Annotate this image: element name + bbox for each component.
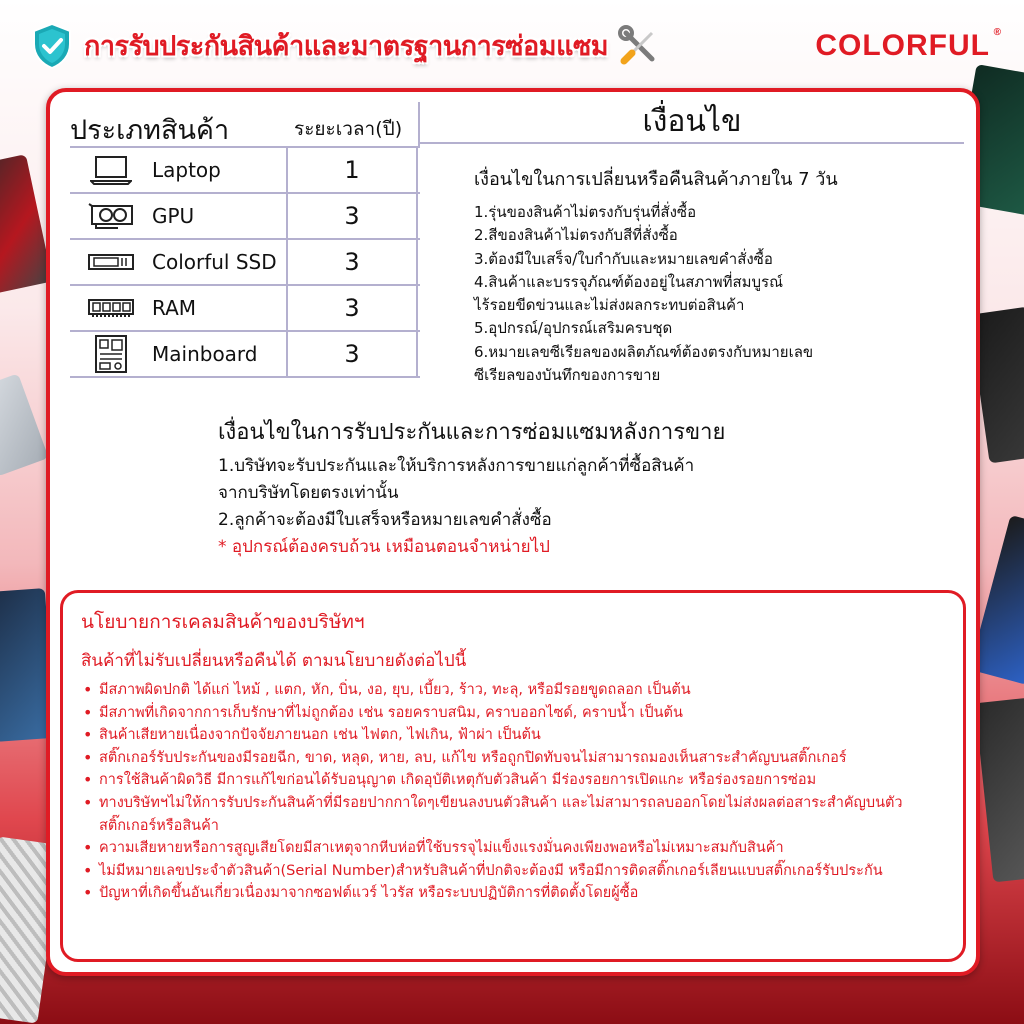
brand-name: COLORFUL [815,28,990,62]
policy-item: • สินค้าเสียหายเนื่องจากปัจจัยภายนอก เช่น ไฟตก, ไฟเกิน, ฟ้าผ่า เป็นต้น [81,724,945,747]
warranty-years: 3 [286,240,418,284]
warranty-years: 3 [286,286,418,330]
policy-item: • ทางบริษัทฯไม่ให้การรับประกันสินค้าที่มีรอยปากกาใดๆเขียนลงบนตัวสินค้า และไม่สามารถลบออกโดยไม่ส่งผลต่อสาระสำคัญบนตัวสติ๊กเกอร์หรือสินค้า [81,792,945,837]
shield-check-icon [30,22,74,70]
table-row [70,194,420,240]
policy-item: • มีสภาพที่เกิดจากการเก็บรักษาที่ไม่ถูกต้อง เช่น รอยคราบสนิม, คราบออกไซด์, คราบน้ำ เป็นต้น [81,702,945,725]
product-name: Laptop [152,158,221,182]
claim-policy-box [60,590,966,962]
product-name: GPU [152,204,195,228]
table-row [70,148,420,194]
warranty-years: 3 [286,194,418,238]
table-row [70,286,420,332]
return-conditions-title: เงื่อนไขในการเปลี่ยนหรือคืนสินค้าภายใน 7 วัน [474,169,838,190]
gpu-product-image [975,698,1024,883]
condition-line: 3.ต้องมีใบเสร็จ/ใบกำกับและหมายเลขคำสั่งซื้อ [474,249,773,268]
table-row [70,332,420,378]
ssd-icon [88,252,134,272]
condition-line: 1.รุ่นของสินค้าไม่ตรงกับรุ่นที่สั่งซื้อ [474,203,697,221]
policy-item: • ความเสียหายหรือการสูญเสียโดยมีสาเหตุจากหีบห่อที่ใช้บรรจุไม่แข็งแรงมั่นคงเพียงพอหรือไม่เหมาะสมกับสินค้า [81,837,945,860]
after-sales-title: เงื่อนไขในการรับประกันและการซ่อมแซมหลังการขาย [218,420,726,445]
table-row [70,240,420,286]
mainboard-icon [94,334,128,374]
policy-subtitle: สินค้าที่ไม่รับเปลี่ยนหรือคืนได้ ตามนโยบายดังต่อไปนี้ [81,651,467,671]
warranty-years: 3 [286,332,418,376]
header [30,18,1004,73]
condition-line: 2.สีของสินค้าไม่ตรงกับสีที่สั่งซื้อ [474,226,678,245]
table-header [70,102,420,148]
ram-icon [88,297,134,319]
after-sales-line: จากบริษัทโดยตรงเท่านั้น [218,483,399,503]
warranty-card [46,88,980,976]
policy-title: นโยบายการเคลมสินค้าของบริษัทฯ [81,611,365,633]
product-name: Mainboard [152,342,258,366]
after-sales-line: 2.ลูกค้าจะต้องมีใบเสร็จหรือหมายเลขคำสั่งซื้อ [218,510,552,530]
product-warranty-table [70,102,420,378]
registered-mark: ® [993,26,1002,38]
policy-list [81,679,945,905]
wrench-screwdriver-icon [618,25,660,67]
brand-logo [815,26,1002,63]
conditions-heading: เงื่อนไข [420,98,964,144]
policy-item: • การใช้สินค้าผิดวิธี มีการแก้ไขก่อนได้รับอนุญาต เกิดอุบัติเหตุกับตัวสินค้า มีร่องรอยการเปิดแกะ หรือร่องรอยการซ่อม [81,769,945,792]
column-header-period: ระยะเวลา(ปี) [288,102,420,146]
policy-item: • ไม่มีหมายเลขประจำตัวสินค้า(Serial Number)สำหรับสินค้าที่ปกติจะต้องมี หรือมีการติดสติ๊กเกอร์เลียนแบบสติ๊กเกอร์รับประกัน [81,860,945,883]
condition-line: 4.สินค้าและบรรจุภัณฑ์ต้องอยู่ในสภาพที่สมบูรณ์ [474,272,784,291]
after-sales-conditions [218,414,858,561]
condition-line: 6.หมายเลขซีเรียลของผลิตภัณฑ์ต้องตรงกับหมายเลข [474,342,814,361]
gpu-product-image [0,154,53,296]
page-title: การรับประกันสินค้าและมาตรฐานการซ่อมแซม [84,31,609,62]
policy-item: • ปัญหาที่เกิดขึ้นอันเกี่ยวเนื่องมาจากซอฟต์แวร์ ไวรัส หรือระบบปฏิบัติการที่ติดตั้งโดยผู้ซื้อ [81,882,945,905]
condition-line: 5.อุปกรณ์/อุปกรณ์เสริมครบชุด [474,319,673,338]
after-sales-note: * อุปกรณ์ต้องครบถ้วน เหมือนตอนจำหน่ายไป [218,537,550,557]
return-conditions [474,164,954,387]
policy-item: • มีสภาพผิดปกติ ได้แก่ ไหม้ , แตก, หัก, บิ่น, งอ, ยุบ, เบี้ยว, ร้าว, ทะลุ, หรือมีรอยขูดถลอก เป็นต้น [81,679,945,702]
condition-line: ไร้รอยขีดข่วนและไม่ส่งผลกระทบต่อสินค้า [474,296,745,315]
after-sales-line: 1.บริษัทจะรับประกันและให้บริการหลังการขายแก่ลูกค้าที่ซื้อสินค้า [218,456,695,476]
product-name: Colorful SSD [152,250,277,274]
policy-item: • สติ๊กเกอร์รับประกันของมีรอยฉีก, ขาด, หลุด, หาย, ลบ, แก้ไข หรือถูกปิดทับจนไม่สามารถมองเห็นสาระสำคัญบนสติ๊กเกอร์ [81,747,945,770]
ram-product-image [0,373,49,476]
gpu-icon [88,202,134,230]
product-name: RAM [152,296,197,320]
laptop-icon [90,155,132,185]
condition-line: ซีเรียลของบันทึกของการขาย [474,366,661,385]
column-header-type: ประเภทสินค้า [70,115,230,146]
warranty-years: 1 [286,148,418,192]
